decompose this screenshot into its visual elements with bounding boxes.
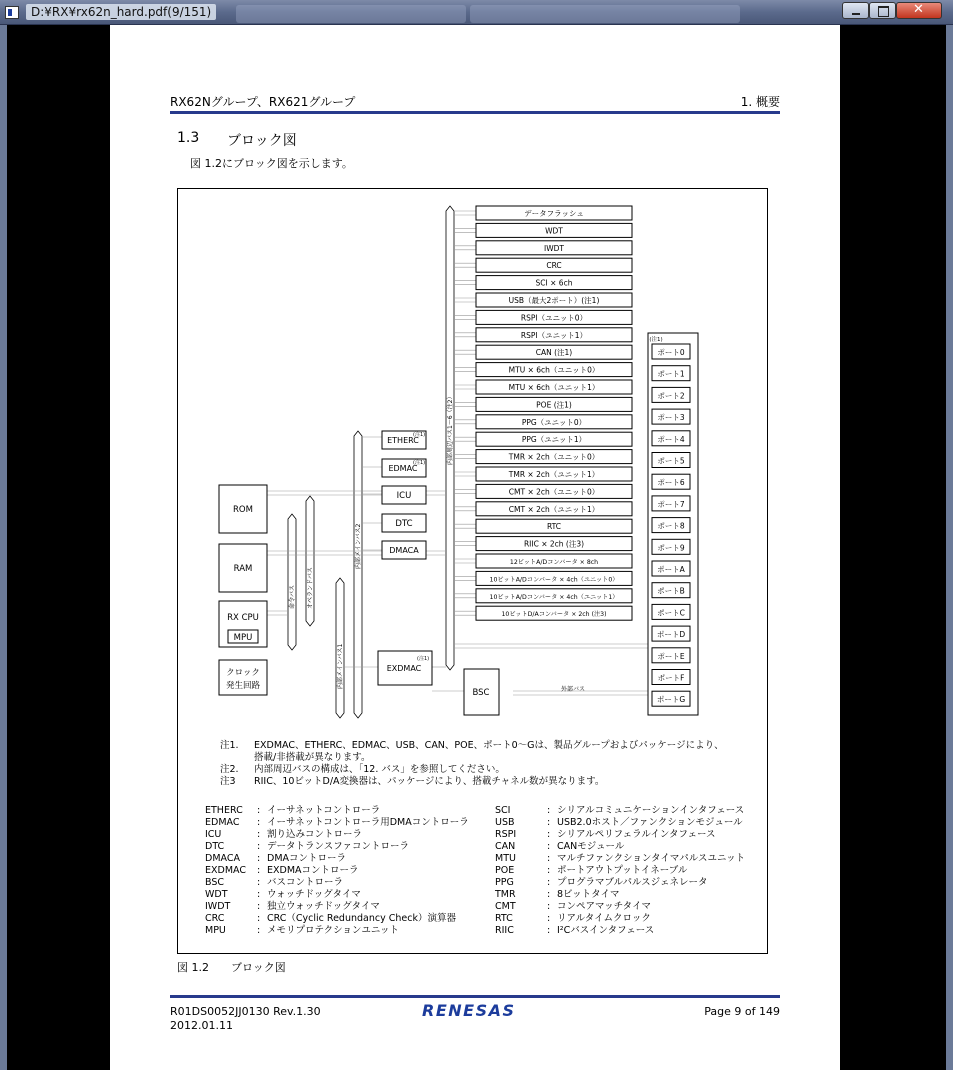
glossary-row <box>205 877 469 889</box>
clock-label-line2: 発生回路 <box>225 681 261 691</box>
peripheral-label: 10ビットA/Dコンバータ × 4ch（ユニット0） <box>489 576 619 584</box>
page-header-chapter: 1. 概要 <box>740 95 780 109</box>
note-text: 搭載/非搭載が異なります。 <box>254 752 371 763</box>
peripheral-label: IWDT <box>544 243 564 253</box>
glossary-description: データトランスファコントローラ <box>267 841 410 852</box>
rom-label: ROM <box>233 505 253 515</box>
peripheral-label: CMT × 2ch（ユニット0） <box>508 487 600 497</box>
peripheral-label: TMR × 2ch（ユニット1） <box>508 470 600 479</box>
glossary-description: EXDMAコントローラ <box>267 865 359 876</box>
section-title: ブロック図 <box>227 133 297 149</box>
glossary-term: ICU <box>205 829 222 840</box>
port-label: ポート9 <box>657 543 685 553</box>
port-label: ポート2 <box>657 391 685 401</box>
footer-document-info <box>170 1005 321 1033</box>
glossary-description: イーサネットコントローラ <box>267 805 381 816</box>
pdf-page <box>110 25 840 1070</box>
note-id <box>220 752 254 764</box>
peripheral-label: CAN (注1) <box>535 348 573 358</box>
glossary-row <box>205 865 469 877</box>
port-label: ポート1 <box>657 369 685 379</box>
peripheral-label: 10ビットD/Aコンバータ × 2ch (注3) <box>501 611 607 619</box>
background-window-2 <box>470 5 740 23</box>
section-number: 1.3 <box>177 130 200 146</box>
peripheral-label: RSPI（ユニット0） <box>520 313 588 323</box>
maximize-button[interactable] <box>869 2 896 19</box>
peripheral-label: PPG（ユニット0） <box>521 417 587 427</box>
glossary-separator: : <box>547 877 551 888</box>
glossary-term: WDT <box>205 889 228 900</box>
glossary-row <box>205 841 469 853</box>
glossary-term: EDMAC <box>205 817 240 828</box>
glossary-term: IWDT <box>205 901 231 912</box>
glossary-row <box>495 829 745 841</box>
glossary-row <box>495 841 745 853</box>
window-title: D:¥RX¥rx62n_hard.pdf(9/151) <box>26 4 216 20</box>
glossary-row <box>495 805 745 817</box>
glossary-row <box>495 865 745 877</box>
glossary-term: RIIC <box>495 925 514 936</box>
glossary-separator: : <box>257 853 261 864</box>
glossary-separator: : <box>257 925 261 936</box>
port-label: ポート6 <box>657 478 685 488</box>
figure-reference-link[interactable]: 図 1.2 <box>190 157 222 170</box>
window-frame-left <box>0 25 7 1070</box>
glossary-row <box>495 817 745 829</box>
glossary-term: ETHERC <box>205 805 243 816</box>
window-titlebar[interactable] <box>0 0 953 25</box>
peripheral-bus-label: 内部周辺バス1～6（注2） <box>447 393 454 465</box>
section-intro <box>190 155 353 171</box>
app-icon <box>5 6 19 19</box>
external-bus-label: 外部バス <box>560 686 586 693</box>
glossary-separator: : <box>547 925 551 936</box>
renesas-logo: RENESAS <box>422 1001 516 1020</box>
glossary-row <box>205 805 469 817</box>
exdmac-note: (注1) <box>417 656 430 662</box>
note-id: 注2. <box>220 764 239 775</box>
note-text: EXDMAC、ETHERC、EDMAC、USB、CAN、POE、ポート0～Gは、製品グループおよびパッケージにより、 <box>254 740 724 751</box>
glossary-term: RSPI <box>495 829 517 840</box>
peripheral-label: USB（最大2ポート）(注1) <box>508 296 600 305</box>
glossary-separator: : <box>257 913 261 924</box>
background-window-1 <box>236 5 466 23</box>
main-bus-2-label: 内部メインバス2 <box>355 523 362 569</box>
peripheral-label: WDT <box>545 226 563 236</box>
port-blocks <box>652 344 690 706</box>
glossary-description: I²Cバスインタフェース <box>557 925 655 936</box>
peripheral-label: CMT × 2ch（ユニット1） <box>508 504 600 514</box>
note-row <box>220 752 724 764</box>
note-row <box>220 776 724 788</box>
glossary-term: RTC <box>495 913 513 924</box>
glossary-row <box>495 853 745 865</box>
port-label: ポート5 <box>657 456 685 466</box>
figure-caption <box>177 959 286 975</box>
main-bus-1-label: 内部メインバス1 <box>337 643 344 689</box>
glossary-term: PPG <box>495 877 514 888</box>
glossary-description: 割り込みコントローラ <box>267 829 363 840</box>
glossary-separator: : <box>257 865 261 876</box>
port-label: ポートC <box>657 608 685 618</box>
port-label: ポートG <box>656 695 686 705</box>
glossary-separator: : <box>257 901 261 912</box>
ports-note: (注1) <box>649 337 663 343</box>
peripheral-blocks <box>476 206 632 620</box>
glossary-term: DMACA <box>205 853 240 864</box>
minimize-button[interactable] <box>842 2 869 19</box>
operand-bus-label: オペランドバス <box>307 567 314 609</box>
glossary-description: シリアルコミュニケーションインタフェース <box>557 805 745 816</box>
edmac-label: EDMAC <box>388 464 418 473</box>
edmac-note: (注1) <box>413 460 426 466</box>
etherc-label: ETHERC <box>387 436 419 445</box>
glossary-term: TMR <box>495 889 516 900</box>
glossary-description: シリアルペリフェラルインタフェース <box>557 829 716 840</box>
ram-label: RAM <box>233 564 253 574</box>
block-diagram <box>178 189 769 729</box>
port-label: ポート4 <box>657 434 685 444</box>
figure-caption-number: 図 1.2 <box>177 961 209 974</box>
header-rule <box>170 111 780 114</box>
etherc-note: (注1) <box>413 432 426 438</box>
port-label: ポート3 <box>657 413 685 423</box>
peripheral-label: TMR × 2ch（ユニット0） <box>508 452 600 462</box>
footer-rule <box>170 995 780 998</box>
instruction-bus-bar <box>288 514 296 650</box>
note-id: 注1. <box>220 740 239 751</box>
note-text: RIIC、10ビットD/A変換器は、パッケージにより、搭載チャネル数が異なります。 <box>254 776 605 787</box>
figure-caption-title: ブロック図 <box>231 961 286 974</box>
instruction-bus-label: 命令バス <box>289 584 296 609</box>
glossary-row <box>205 889 469 901</box>
note-row <box>220 740 724 752</box>
intro-text: にブロック図を示します。 <box>222 157 353 170</box>
icu-label: ICU <box>396 491 412 501</box>
glossary-separator: : <box>547 853 551 864</box>
peripheral-links <box>454 211 476 615</box>
note-id: 注3 <box>220 776 236 787</box>
glossary-term: POE <box>495 865 515 876</box>
peripheral-label: 12ビットA/Dコンバータ × 8ch <box>509 559 599 566</box>
close-button[interactable] <box>896 2 942 19</box>
glossary-description: 8ビットタイマ <box>557 889 620 900</box>
glossary-description: コンペアマッチタイマ <box>557 901 651 912</box>
glossary-term: MTU <box>495 853 516 864</box>
glossary-description: ウォッチドッグタイマ <box>267 889 361 900</box>
note-row <box>220 764 724 776</box>
glossary-separator: : <box>257 841 261 852</box>
glossary-separator: : <box>547 865 551 876</box>
glossary-description: 独立ウォッチドッグタイマ <box>267 901 380 912</box>
port-label: ポートA <box>657 565 685 574</box>
port-label: ポート7 <box>657 499 685 509</box>
peripheral-label: RSPI（ユニット1） <box>520 330 588 340</box>
glossary-description: リアルタイムクロック <box>557 913 651 924</box>
glossary-separator: : <box>547 913 551 924</box>
glossary-row <box>205 913 469 925</box>
glossary-description: マルチファンクションタイマパルスユニット <box>557 853 746 864</box>
mpu-label: MPU <box>233 633 253 643</box>
glossary-separator: : <box>547 805 551 816</box>
port-label: ポートD <box>656 630 686 640</box>
glossary-term: BSC <box>205 877 225 888</box>
glossary-separator: : <box>257 829 261 840</box>
glossary-row <box>495 901 745 913</box>
peripheral-label: POE (注1) <box>536 400 572 410</box>
glossary-description: DMAコントローラ <box>267 853 347 864</box>
port-label: ポート8 <box>657 521 685 531</box>
glossary-separator: : <box>547 889 551 900</box>
note-text: 内部周辺バスの構成は、「12. バス」を参照してください。 <box>254 764 505 775</box>
glossary-description: CRC（Cyclic Redundancy Check）演算器 <box>267 913 456 924</box>
glossary-term: SCI <box>495 805 511 816</box>
footer-doc-number: R01DS0052JJ0130 Rev.1.30 <box>170 1005 321 1018</box>
glossary-description: メモリプロテクションユニット <box>267 925 400 936</box>
footer-page-counter: Page 9 of 149 <box>704 1005 780 1018</box>
glossary-separator: : <box>257 805 261 816</box>
glossary-description: USB2.0ホスト／ファンクションモジュール <box>557 817 743 828</box>
glossary-description: イーサネットコントローラ用DMAコントローラ <box>267 817 469 828</box>
glossary-separator: : <box>547 829 551 840</box>
window-frame-right <box>946 25 953 1070</box>
glossary-row <box>495 877 745 889</box>
glossary-term: EXDMAC <box>205 865 246 876</box>
port-label: ポートF <box>657 673 685 683</box>
glossary-description: CANモジュール <box>557 841 625 852</box>
glossary-right-column <box>495 805 745 937</box>
port-label: ポートB <box>657 586 685 596</box>
glossary-description: バスコントローラ <box>267 877 344 888</box>
glossary-separator: : <box>257 877 261 888</box>
glossary-term: MPU <box>205 925 226 936</box>
glossary-description: ポートアウトプットイネーブル <box>557 865 688 876</box>
glossary-term: CRC <box>205 913 225 924</box>
peripheral-label: RIIC × 2ch (注3) <box>523 539 585 549</box>
glossary-left-column <box>205 805 469 937</box>
glossary-term: DTC <box>205 841 225 852</box>
dmaca-label: DMACA <box>389 546 419 555</box>
glossary-row <box>205 829 469 841</box>
glossary-row <box>205 853 469 865</box>
port-label: ポート0 <box>657 348 685 357</box>
glossary-row <box>495 925 745 937</box>
figure-notes <box>220 740 724 788</box>
clock-label-line1: クロック <box>226 668 260 678</box>
footer-date: 2012.01.11 <box>170 1019 233 1032</box>
dtc-label: DTC <box>395 519 413 529</box>
glossary-row <box>205 817 469 829</box>
exdmac-label: EXDMAC <box>386 664 422 673</box>
page-header-product: RX62Nグループ、RX621グループ <box>170 95 356 109</box>
peripheral-label: データフラッシュ <box>524 209 584 218</box>
glossary-separator: : <box>547 817 551 828</box>
glossary-separator: : <box>257 817 261 828</box>
bsc-label: BSC <box>472 688 490 698</box>
peripheral-label: RTC <box>546 522 562 532</box>
glossary-separator: : <box>257 889 261 900</box>
glossary-term: CAN <box>495 841 516 852</box>
glossary-description: プログラマブルパルスジェネレータ <box>557 877 708 888</box>
port-label: ポートE <box>657 651 685 661</box>
glossary-row <box>495 913 745 925</box>
peripheral-label: PPG（ユニット1） <box>521 435 587 445</box>
glossary-row <box>205 925 469 937</box>
peripheral-label: SCI × 6ch <box>535 278 573 288</box>
peripheral-label: CRC <box>546 261 562 271</box>
peripheral-label: 10ビットA/Dコンバータ × 4ch（ユニット1） <box>489 593 619 601</box>
glossary-term: CMT <box>495 901 516 912</box>
glossary-separator: : <box>547 841 551 852</box>
glossary-row <box>205 901 469 913</box>
main-bus-2-bar <box>354 431 362 718</box>
cpu-label: RX CPU <box>227 613 259 623</box>
glossary-separator: : <box>547 901 551 912</box>
peripheral-label: MTU × 6ch（ユニット0） <box>508 365 600 375</box>
glossary-row <box>495 889 745 901</box>
peripheral-label: MTU × 6ch（ユニット1） <box>508 383 600 392</box>
glossary-term: USB <box>495 817 515 828</box>
